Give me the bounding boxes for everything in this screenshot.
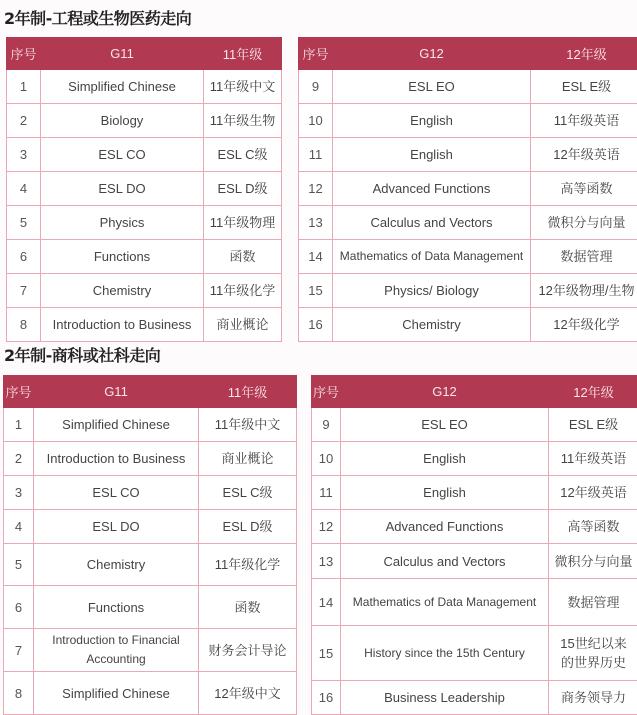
section-title-business: 2年制-商科或社科走向	[4, 343, 160, 366]
cell-index: 11	[299, 138, 333, 172]
header-course: G11	[41, 38, 204, 70]
cell-course-en: Introduction to Business	[34, 442, 199, 476]
cell-index: 14	[312, 579, 341, 626]
cell-course-zh: ESL C级	[199, 476, 297, 510]
cell-index: 16	[299, 308, 333, 342]
header-grade: 11年级	[204, 38, 282, 70]
header-grade: 12年级	[549, 376, 637, 408]
cell-course-en: English	[333, 104, 531, 138]
header-course: G11	[34, 376, 199, 408]
cell-course-zh: 12年级中文	[199, 672, 297, 715]
cell-course-zh: ESL E级	[549, 408, 637, 442]
cell-course-en: Chemistry	[41, 274, 204, 308]
table-row	[4, 510, 297, 544]
cell-course-zh: ESL E级	[531, 70, 637, 104]
cell-course-en: Functions	[41, 240, 204, 274]
header-index: 序号	[299, 38, 333, 70]
cell-index: 8	[4, 672, 34, 715]
cell-index: 13	[299, 206, 333, 240]
cell-course-en: Chemistry	[34, 544, 199, 586]
cell-course-zh: ESL C级	[204, 138, 282, 172]
table-row	[4, 672, 297, 715]
cell-course-en: Simplified Chinese	[34, 408, 199, 442]
cell-index: 5	[7, 206, 41, 240]
table-row	[312, 510, 637, 544]
cell-course-en: Simplified Chinese	[34, 672, 199, 715]
table-row	[299, 70, 637, 104]
table-row	[312, 544, 637, 579]
cell-index: 13	[312, 544, 341, 579]
table-row	[4, 586, 297, 629]
cell-course-en: Calculus and Vectors	[341, 544, 549, 579]
cell-course-zh: 数据管理	[531, 240, 637, 274]
header-index: 序号	[4, 376, 34, 408]
cell-course-en: ESL EO	[341, 408, 549, 442]
cell-course-zh: 11年级中文	[204, 70, 282, 104]
cell-course-en: History since the 15th Century	[341, 626, 549, 681]
cell-course-en: Advanced Functions	[341, 510, 549, 544]
header-course: G12	[341, 376, 549, 408]
table-row	[7, 308, 282, 342]
cell-course-zh: 11年级生物	[204, 104, 282, 138]
header-row	[299, 38, 637, 70]
table-row	[4, 408, 297, 442]
cell-course-zh: 高等函数	[549, 510, 637, 544]
table-row	[312, 442, 637, 476]
cell-course-en: Chemistry	[333, 308, 531, 342]
table-row	[7, 104, 282, 138]
table-row	[312, 476, 637, 510]
cell-course-en: English	[341, 476, 549, 510]
cell-course-en: Calculus and Vectors	[333, 206, 531, 240]
cell-course-zh: 商业概论	[204, 308, 282, 342]
table-row	[299, 308, 637, 342]
cell-course-en: Introduction to Business	[41, 308, 204, 342]
cell-course-en: Business Leadership	[341, 681, 549, 715]
cell-course-zh: 函数	[199, 586, 297, 629]
cell-course-zh: 12年级英语	[531, 138, 637, 172]
cell-course-zh: 函数	[204, 240, 282, 274]
cell-index: 6	[4, 586, 34, 629]
cell-index: 3	[4, 476, 34, 510]
cell-index: 1	[7, 70, 41, 104]
cell-course-zh: 12年级物理/生物	[531, 274, 637, 308]
g12-business-table	[311, 375, 637, 715]
table-row	[7, 274, 282, 308]
cell-course-en: English	[333, 138, 531, 172]
cell-course-zh: 12年级化学	[531, 308, 637, 342]
g11-business-table	[3, 375, 297, 715]
cell-course-en: Advanced Functions	[333, 172, 531, 206]
table-row	[312, 681, 637, 715]
table-row	[299, 274, 637, 308]
table-row	[4, 476, 297, 510]
table-row	[312, 579, 637, 626]
cell-course-zh: 11年级物理	[204, 206, 282, 240]
cell-course-en: Functions	[34, 586, 199, 629]
header-index: 序号	[7, 38, 41, 70]
cell-course-zh: ESL D级	[199, 510, 297, 544]
cell-index: 12	[312, 510, 341, 544]
cell-index: 2	[7, 104, 41, 138]
cell-course-zh: 商业概论	[199, 442, 297, 476]
cell-course-en: ESL DO	[34, 510, 199, 544]
g12-engineering-table	[298, 37, 637, 342]
cell-index: 7	[7, 274, 41, 308]
table-row	[299, 206, 637, 240]
cell-course-zh: 财务会计导论	[199, 629, 297, 672]
cell-course-en: Mathematics of Data Management	[333, 240, 531, 274]
table-row	[299, 172, 637, 206]
header-row	[7, 38, 282, 70]
header-index: 序号	[312, 376, 341, 408]
g11-engineering-table	[6, 37, 282, 342]
cell-course-zh: ESL D级	[204, 172, 282, 206]
table-row	[7, 172, 282, 206]
cell-index: 9	[312, 408, 341, 442]
table-row	[4, 442, 297, 476]
cell-index: 4	[4, 510, 34, 544]
table-row	[4, 544, 297, 586]
cell-course-zh: 微积分与向量	[531, 206, 637, 240]
cell-index: 14	[299, 240, 333, 274]
cell-course-zh: 11年级英语	[549, 442, 637, 476]
cell-index: 15	[312, 626, 341, 681]
cell-index: 10	[299, 104, 333, 138]
header-row	[4, 376, 297, 408]
cell-course-en: Introduction to Financial Accounting	[34, 629, 199, 672]
table-row	[312, 626, 637, 681]
cell-course-zh: 15世纪以来的世界历史	[549, 626, 637, 681]
header-course: G12	[333, 38, 531, 70]
cell-index: 7	[4, 629, 34, 672]
cell-index: 12	[299, 172, 333, 206]
cell-course-en: ESL EO	[333, 70, 531, 104]
cell-course-en: ESL CO	[41, 138, 204, 172]
table-row	[7, 240, 282, 274]
cell-course-en: Physics/ Biology	[333, 274, 531, 308]
cell-index: 15	[299, 274, 333, 308]
cell-index: 2	[4, 442, 34, 476]
cell-index: 1	[4, 408, 34, 442]
table-row	[7, 206, 282, 240]
cell-course-en: English	[341, 442, 549, 476]
cell-index: 9	[299, 70, 333, 104]
cell-index: 10	[312, 442, 341, 476]
table-row	[4, 629, 297, 672]
cell-index: 4	[7, 172, 41, 206]
cell-course-zh: 高等函数	[531, 172, 637, 206]
table-row	[299, 104, 637, 138]
cell-course-zh: 商务领导力	[549, 681, 637, 715]
cell-index: 5	[4, 544, 34, 586]
header-row	[312, 376, 637, 408]
table-row	[7, 138, 282, 172]
table-row	[299, 138, 637, 172]
cell-course-en: Physics	[41, 206, 204, 240]
cell-course-zh: 11年级中文	[199, 408, 297, 442]
cell-course-zh: 数据管理	[549, 579, 637, 626]
table-row	[299, 240, 637, 274]
cell-course-zh: 11年级化学	[204, 274, 282, 308]
cell-course-en: Simplified Chinese	[41, 70, 204, 104]
header-grade: 12年级	[531, 38, 637, 70]
header-grade: 11年级	[199, 376, 297, 408]
cell-course-en: ESL DO	[41, 172, 204, 206]
cell-course-en: Biology	[41, 104, 204, 138]
cell-course-en: Mathematics of Data Management	[341, 579, 549, 626]
cell-course-zh: 11年级化学	[199, 544, 297, 586]
section-title-engineering: 2年制-工程或生物医药走向	[4, 6, 191, 29]
cell-index: 6	[7, 240, 41, 274]
cell-course-zh: 微积分与向量	[549, 544, 637, 579]
cell-index: 11	[312, 476, 341, 510]
cell-course-en: ESL CO	[34, 476, 199, 510]
cell-index: 16	[312, 681, 341, 715]
cell-course-zh: 11年级英语	[531, 104, 637, 138]
cell-index: 3	[7, 138, 41, 172]
cell-course-zh: 12年级英语	[549, 476, 637, 510]
cell-index: 8	[7, 308, 41, 342]
table-row	[312, 408, 637, 442]
table-row	[7, 70, 282, 104]
